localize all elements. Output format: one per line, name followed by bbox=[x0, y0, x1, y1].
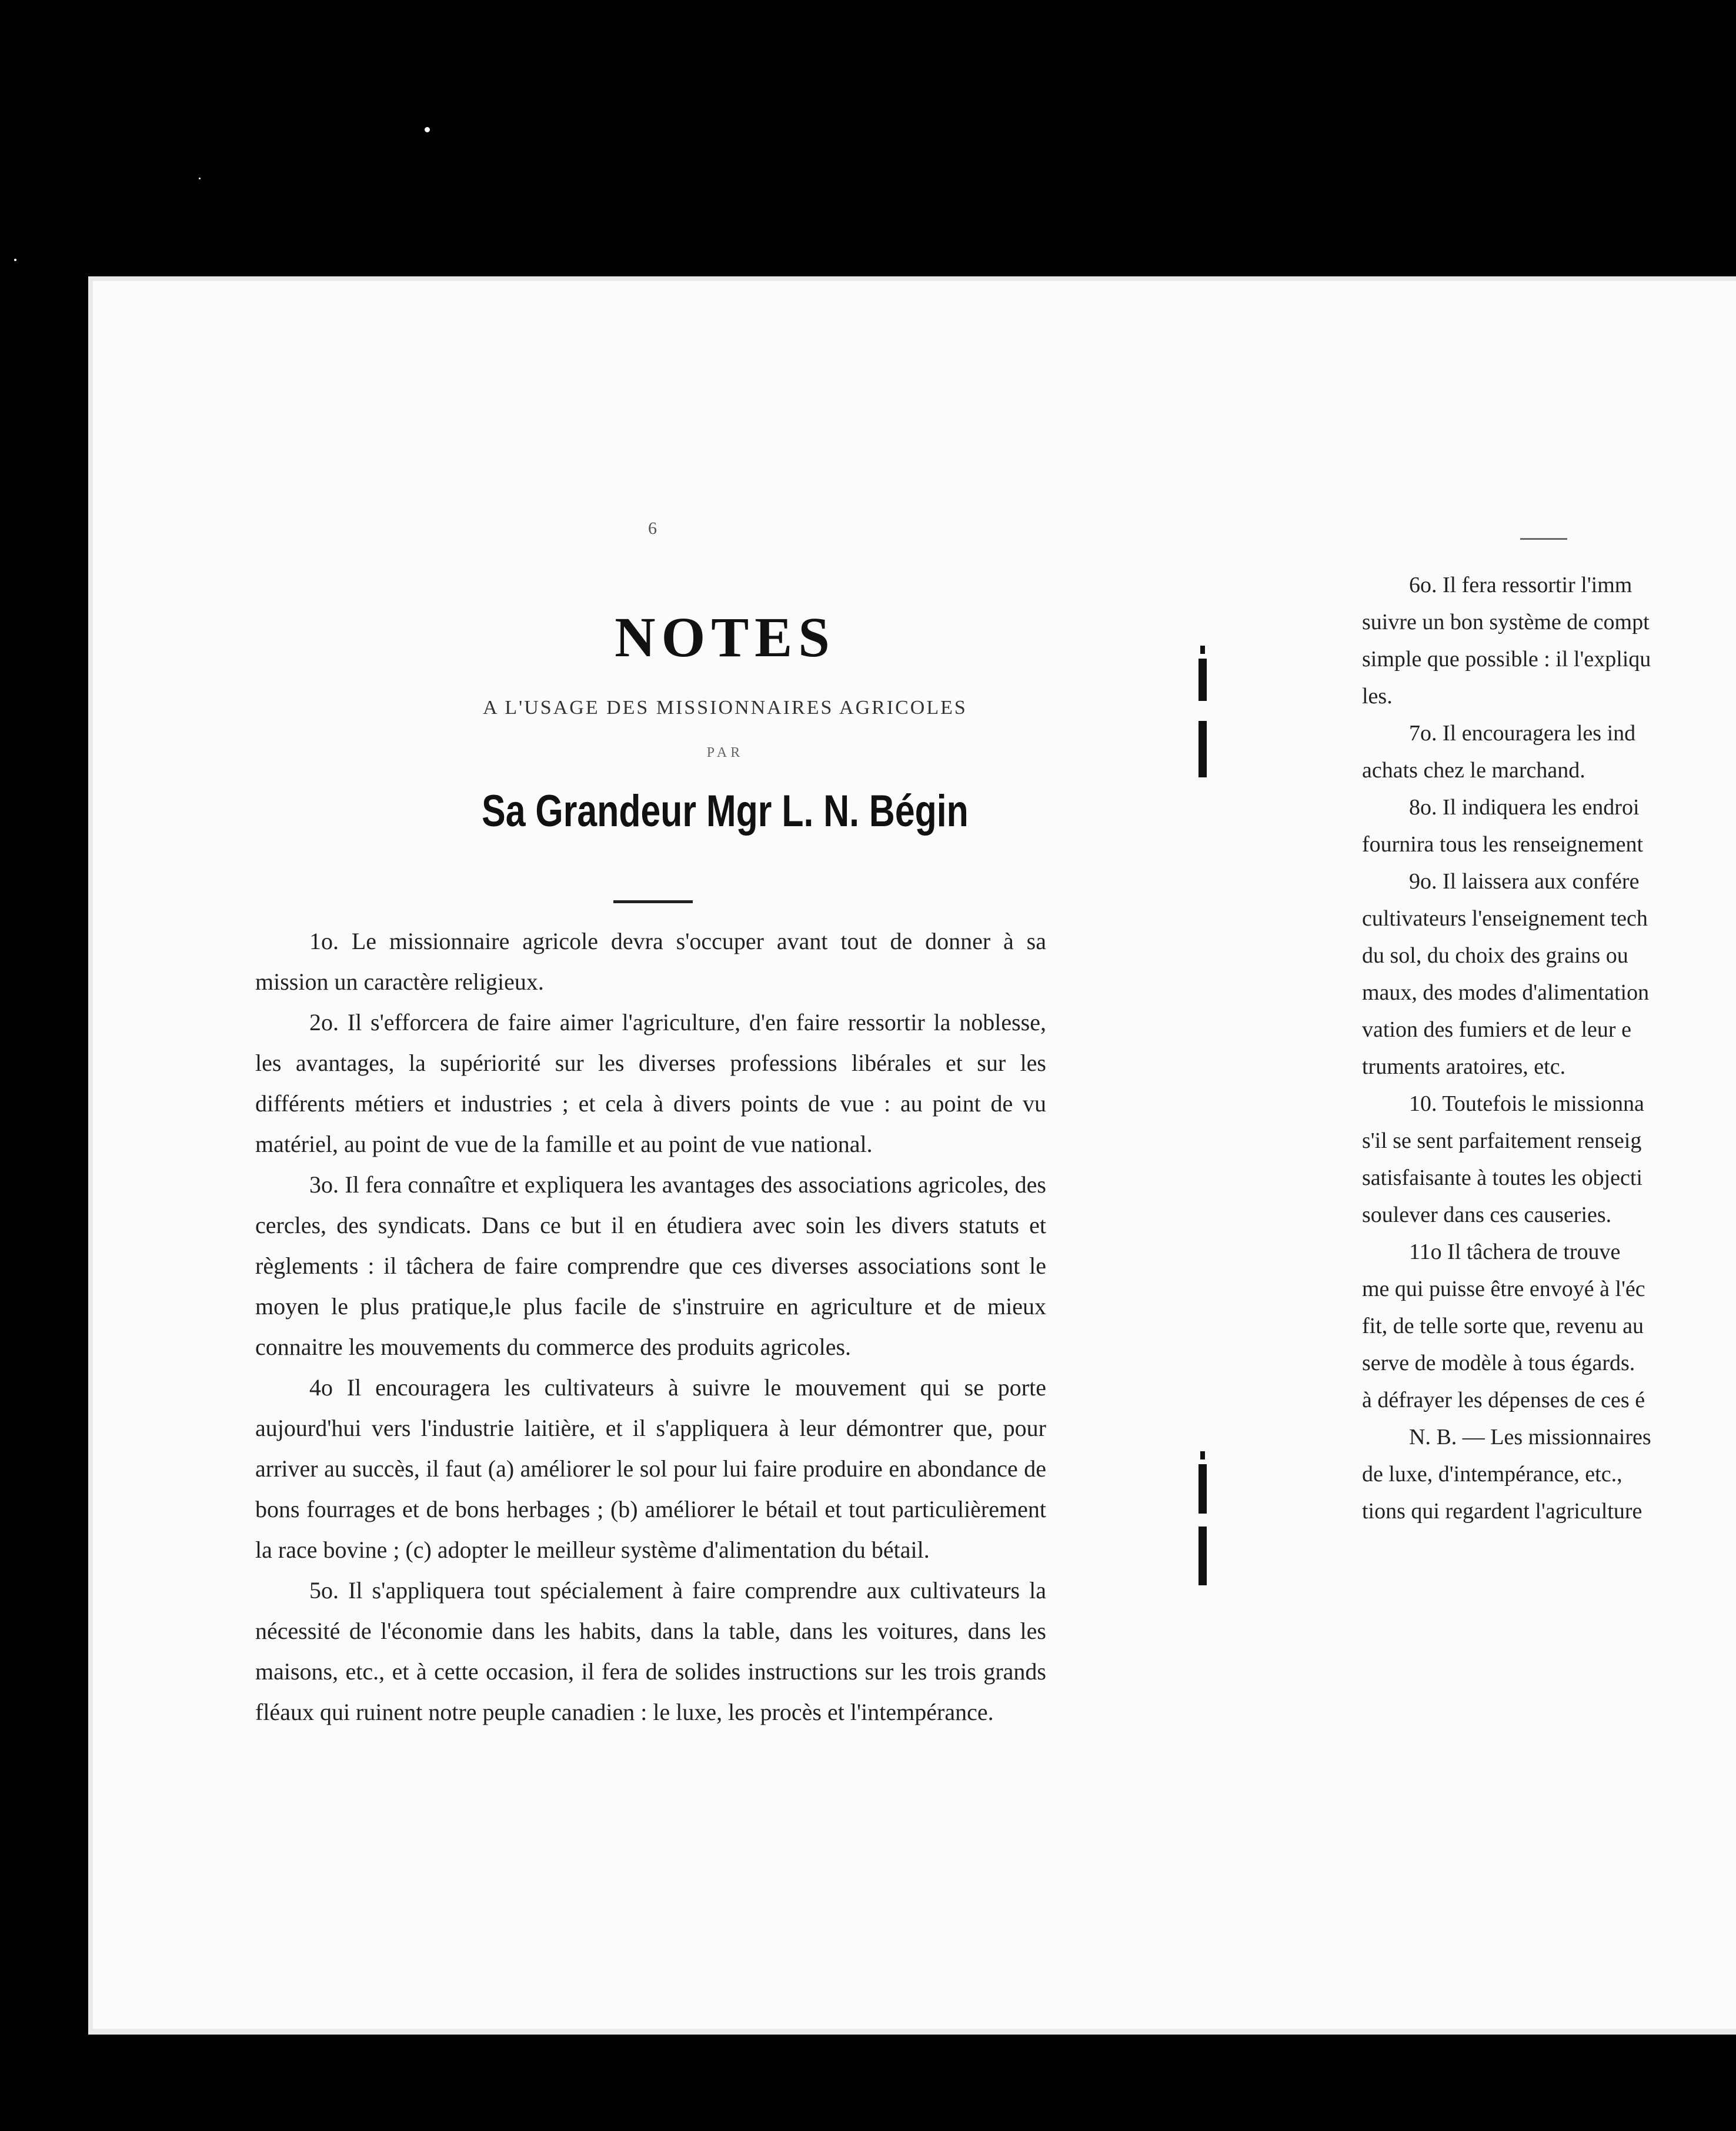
right-line: soulever dans ces causeries. bbox=[1362, 1203, 1612, 1227]
right-line: suivre un bon système de compt bbox=[1362, 610, 1650, 634]
binding-mark bbox=[1198, 1527, 1207, 1585]
scan-speck bbox=[425, 127, 430, 132]
right-line: 6o. Il fera ressortir l'imm bbox=[1409, 573, 1632, 597]
right-line: satisfaisante à toutes les objecti bbox=[1362, 1165, 1642, 1190]
right-line: 7o. Il encouragera les ind bbox=[1409, 721, 1636, 746]
binding-marks-upper bbox=[1198, 646, 1208, 787]
page-subtitle: A L'USAGE DES MISSIONNAIRES AGRICOLES bbox=[483, 697, 967, 719]
right-line: de luxe, d'intempérance, etc., bbox=[1362, 1462, 1623, 1487]
right-line: serve de modèle à tous égards. bbox=[1362, 1351, 1635, 1375]
author-name: Sa Grandeur Mgr L. N. Bégin bbox=[482, 786, 969, 836]
right-line: du sol, du choix des grains ou bbox=[1362, 943, 1628, 968]
right-line: cultivateurs l'enseignement tech bbox=[1362, 906, 1648, 931]
binding-mark bbox=[1198, 721, 1207, 777]
paragraph-5: 5o. Il s'appliquera tout spécialement à faire comprendre aux cultivateurs la nécessité de l'économie dans les habits, dans la table, dans les voitures, dans les maisons, etc., et à cette occasion, il fera de solides instructions sur les trois grands fléaux qui ruinent notre peuple canadien : le luxe, les procès et l'intempérance. bbox=[255, 1577, 1046, 1725]
scanned-spread bbox=[93, 281, 1736, 2029]
body-text bbox=[255, 921, 1046, 1732]
right-line: 10. Toutefois le missionna bbox=[1409, 1091, 1644, 1116]
right-line: 8o. Il indiquera les endroi bbox=[1409, 795, 1640, 820]
title-divider bbox=[613, 900, 693, 903]
right-line: simple que possible : il l'expliqu bbox=[1362, 647, 1651, 672]
right-page-header-rule bbox=[1520, 538, 1567, 542]
right-page-text bbox=[1362, 567, 1736, 1530]
scan-speck bbox=[199, 178, 201, 179]
right-line: 11o Il tâchera de trouve bbox=[1409, 1240, 1621, 1264]
right-line: les. bbox=[1362, 684, 1393, 709]
right-line: s'il se sent parfaitement renseig bbox=[1362, 1128, 1642, 1153]
paragraph-1: 1o. Le missionnaire agricole devra s'occuper avant tout de donner à sa mission un caractère religieux. bbox=[255, 928, 1046, 995]
right-line: vation des fumiers et de leur e bbox=[1362, 1017, 1631, 1042]
binding-mark bbox=[1200, 646, 1205, 654]
scan-speck bbox=[14, 259, 16, 261]
page-number: 6 bbox=[648, 519, 657, 538]
right-line: me qui puisse être envoyé à l'éc bbox=[1362, 1277, 1645, 1301]
right-line: tions qui regardent l'agriculture bbox=[1362, 1499, 1642, 1524]
paragraph-3: 3o. Il fera connaître et expliquera les avantages des associations agricoles, des cercles, des syndicats. Dans ce but il en étudiera avec soin les divers statuts et règlements : il tâchera de faire comprendre que ces diverses associations sont le moyen le plus pratique,le plus facile de s'instruire en agriculture et de mieux connaitre les mouvements du commerce des produits agricoles. bbox=[255, 1171, 1046, 1360]
right-line: maux, des modes d'alimentation bbox=[1362, 980, 1650, 1005]
right-line: fit, de telle sorte que, revenu au bbox=[1362, 1314, 1644, 1338]
right-line: achats chez le marchand. bbox=[1362, 758, 1585, 783]
right-line: à défrayer les dépenses de ces é bbox=[1362, 1388, 1645, 1412]
right-line: truments aratoires, etc. bbox=[1362, 1054, 1566, 1079]
right-line: fournira tous les renseignement bbox=[1362, 832, 1644, 857]
right-line: 9o. Il laissera aux confére bbox=[1409, 869, 1640, 894]
right-page bbox=[1348, 281, 1736, 2029]
page-title: NOTES bbox=[615, 606, 836, 669]
binding-marks-lower bbox=[1198, 1451, 1208, 1592]
binding-mark bbox=[1198, 659, 1207, 701]
paragraph-4: 4o Il encouragera les cultivateurs à suivre le mouvement qui se porte aujourd'hui vers l'industrie laitière, et il s'appliquera à leur démontrer que, pour arriver au succès, il faut (a) améliorer le sol pour lui faire produire en abondance de bons fourrages et de bons herbages ; (b) améliorer le bétail et tout particulièrement la race bovine ; (c) adopter le meilleur système d'alimentation du bétail. bbox=[255, 1374, 1046, 1563]
right-line: N. B. — Les missionnaires bbox=[1409, 1425, 1651, 1449]
left-page bbox=[93, 281, 1175, 2029]
binding-mark bbox=[1200, 1451, 1205, 1459]
byline-par: PAR bbox=[706, 745, 744, 760]
paragraph-2: 2o. Il s'efforcera de faire aimer l'agriculture, d'en faire ressortir la noblesse, les avantages, la supériorité sur les diverses professions libérales et sur les différents métiers et industries ; et cela à divers points de vue : au point de vu matériel, au point de vue de la famille et au point de vue national. bbox=[255, 1009, 1046, 1157]
binding-mark bbox=[1198, 1464, 1207, 1514]
